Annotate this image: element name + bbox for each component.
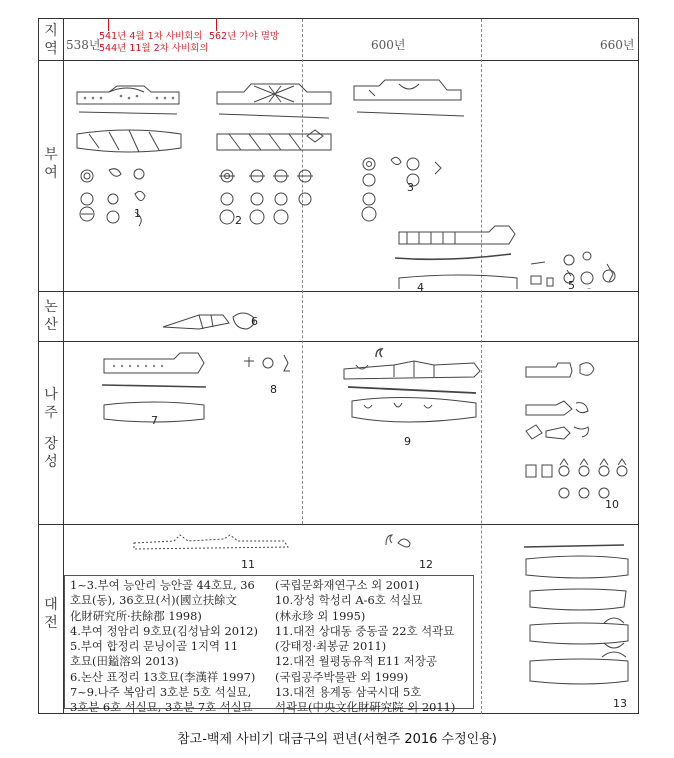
event-tick bbox=[216, 19, 217, 31]
year-600: 600년 bbox=[371, 38, 406, 52]
legend-line: (국립공주박물관 외 1999) bbox=[275, 669, 409, 684]
legend-line: 化財硏究所·扶餘郡 1998) bbox=[70, 608, 202, 623]
legend-line: 10.장성 학성리 A-6호 석실묘 bbox=[275, 593, 423, 608]
legend-line: 호묘(동), 36호묘(서)(國立扶餘文 bbox=[70, 593, 237, 608]
legend-line: 4.부여 정암리 9호묘(김성남외 2012) bbox=[70, 623, 258, 638]
legend-line: 13.대전 용계동 삼국시대 5호 bbox=[275, 685, 422, 700]
figure-label-12: 12 bbox=[419, 558, 433, 571]
figure-label-3: 3 bbox=[407, 181, 414, 194]
figure-label-7: 7 bbox=[151, 414, 158, 427]
year-660: 660년 bbox=[600, 38, 635, 52]
figure-label-6: 6 bbox=[251, 315, 258, 328]
figure-caption: 참고-백제 사비기 대금구의 편년(서현주 2016 수정인용) bbox=[177, 732, 497, 747]
legend-left-column bbox=[70, 578, 258, 716]
legend-line: 12.대전 월평동유적 E11 저장공 bbox=[275, 654, 437, 669]
row-divider bbox=[39, 524, 638, 525]
figure-label-1: 1 bbox=[134, 207, 141, 220]
legend-line: 5.부여 합정리 문닝이골 1지역 11 bbox=[70, 639, 239, 654]
figure-label-2: 2 bbox=[235, 214, 242, 227]
figure-label-13: 13 bbox=[613, 697, 627, 710]
legend-line: 6.논산 표정리 13호묘(李漢祥 1997) bbox=[70, 669, 256, 684]
event-tick bbox=[108, 19, 109, 31]
legend-line: 7~9.나주 복암리 3호분 5호 석실묘, bbox=[70, 685, 252, 700]
event-541: 541년 4월 1차 사비회의 bbox=[99, 31, 203, 42]
figure-label-9: 9 bbox=[404, 435, 411, 448]
figure-label-4: 4 bbox=[417, 281, 424, 294]
figure-label-11: 11 bbox=[241, 558, 255, 571]
naju-belt-drawings bbox=[94, 347, 639, 517]
nonsan-belt-drawing bbox=[159, 297, 279, 335]
legend-line: (林永珍 외 1995) bbox=[275, 608, 366, 623]
figure-label-8: 8 bbox=[270, 383, 277, 396]
row-divider bbox=[39, 60, 638, 61]
row-label-region: 지 역 bbox=[44, 23, 58, 57]
row-label-nonsan: 논 산 bbox=[44, 299, 58, 333]
legend-line: 석곽묘(中央文化財硏究院 외 2011) bbox=[275, 700, 456, 715]
buyeo-belt-drawings bbox=[69, 64, 639, 289]
legend-line: 3호분 6호 석실묘, 3호분 7호 석실묘 bbox=[70, 700, 253, 715]
year-538: 538년 bbox=[66, 38, 101, 52]
event-562: 562년 가야 멸망 bbox=[209, 31, 280, 42]
legend-line: 11.대전 상대동 중동골 22호 석곽묘 bbox=[275, 623, 455, 638]
figure-label-10: 10 bbox=[605, 498, 619, 511]
legend-line: (국립문화재연구소 외 2001) bbox=[275, 578, 420, 592]
row-label-daejeon: 대 전 bbox=[44, 597, 58, 631]
legend-right-column bbox=[275, 578, 455, 716]
row-divider bbox=[39, 341, 638, 342]
row-divider bbox=[39, 291, 638, 292]
legend-line: 호묘(田鎰溶외 2013) bbox=[70, 654, 179, 669]
row-label-naju-jangseong: 나 주 장 성 bbox=[44, 387, 58, 470]
row-label-buyeo: 부 여 bbox=[44, 147, 58, 181]
legend-line: (강태정·최봉균 2011) bbox=[275, 639, 387, 654]
figure-label-5: 5 bbox=[568, 279, 575, 292]
event-544: 544년 11월 2차 사비회의 bbox=[99, 43, 209, 54]
legend-line: 1~3.부여 능안리 능안골 44호묘, 36 bbox=[70, 578, 255, 592]
source-legend bbox=[64, 575, 474, 715]
